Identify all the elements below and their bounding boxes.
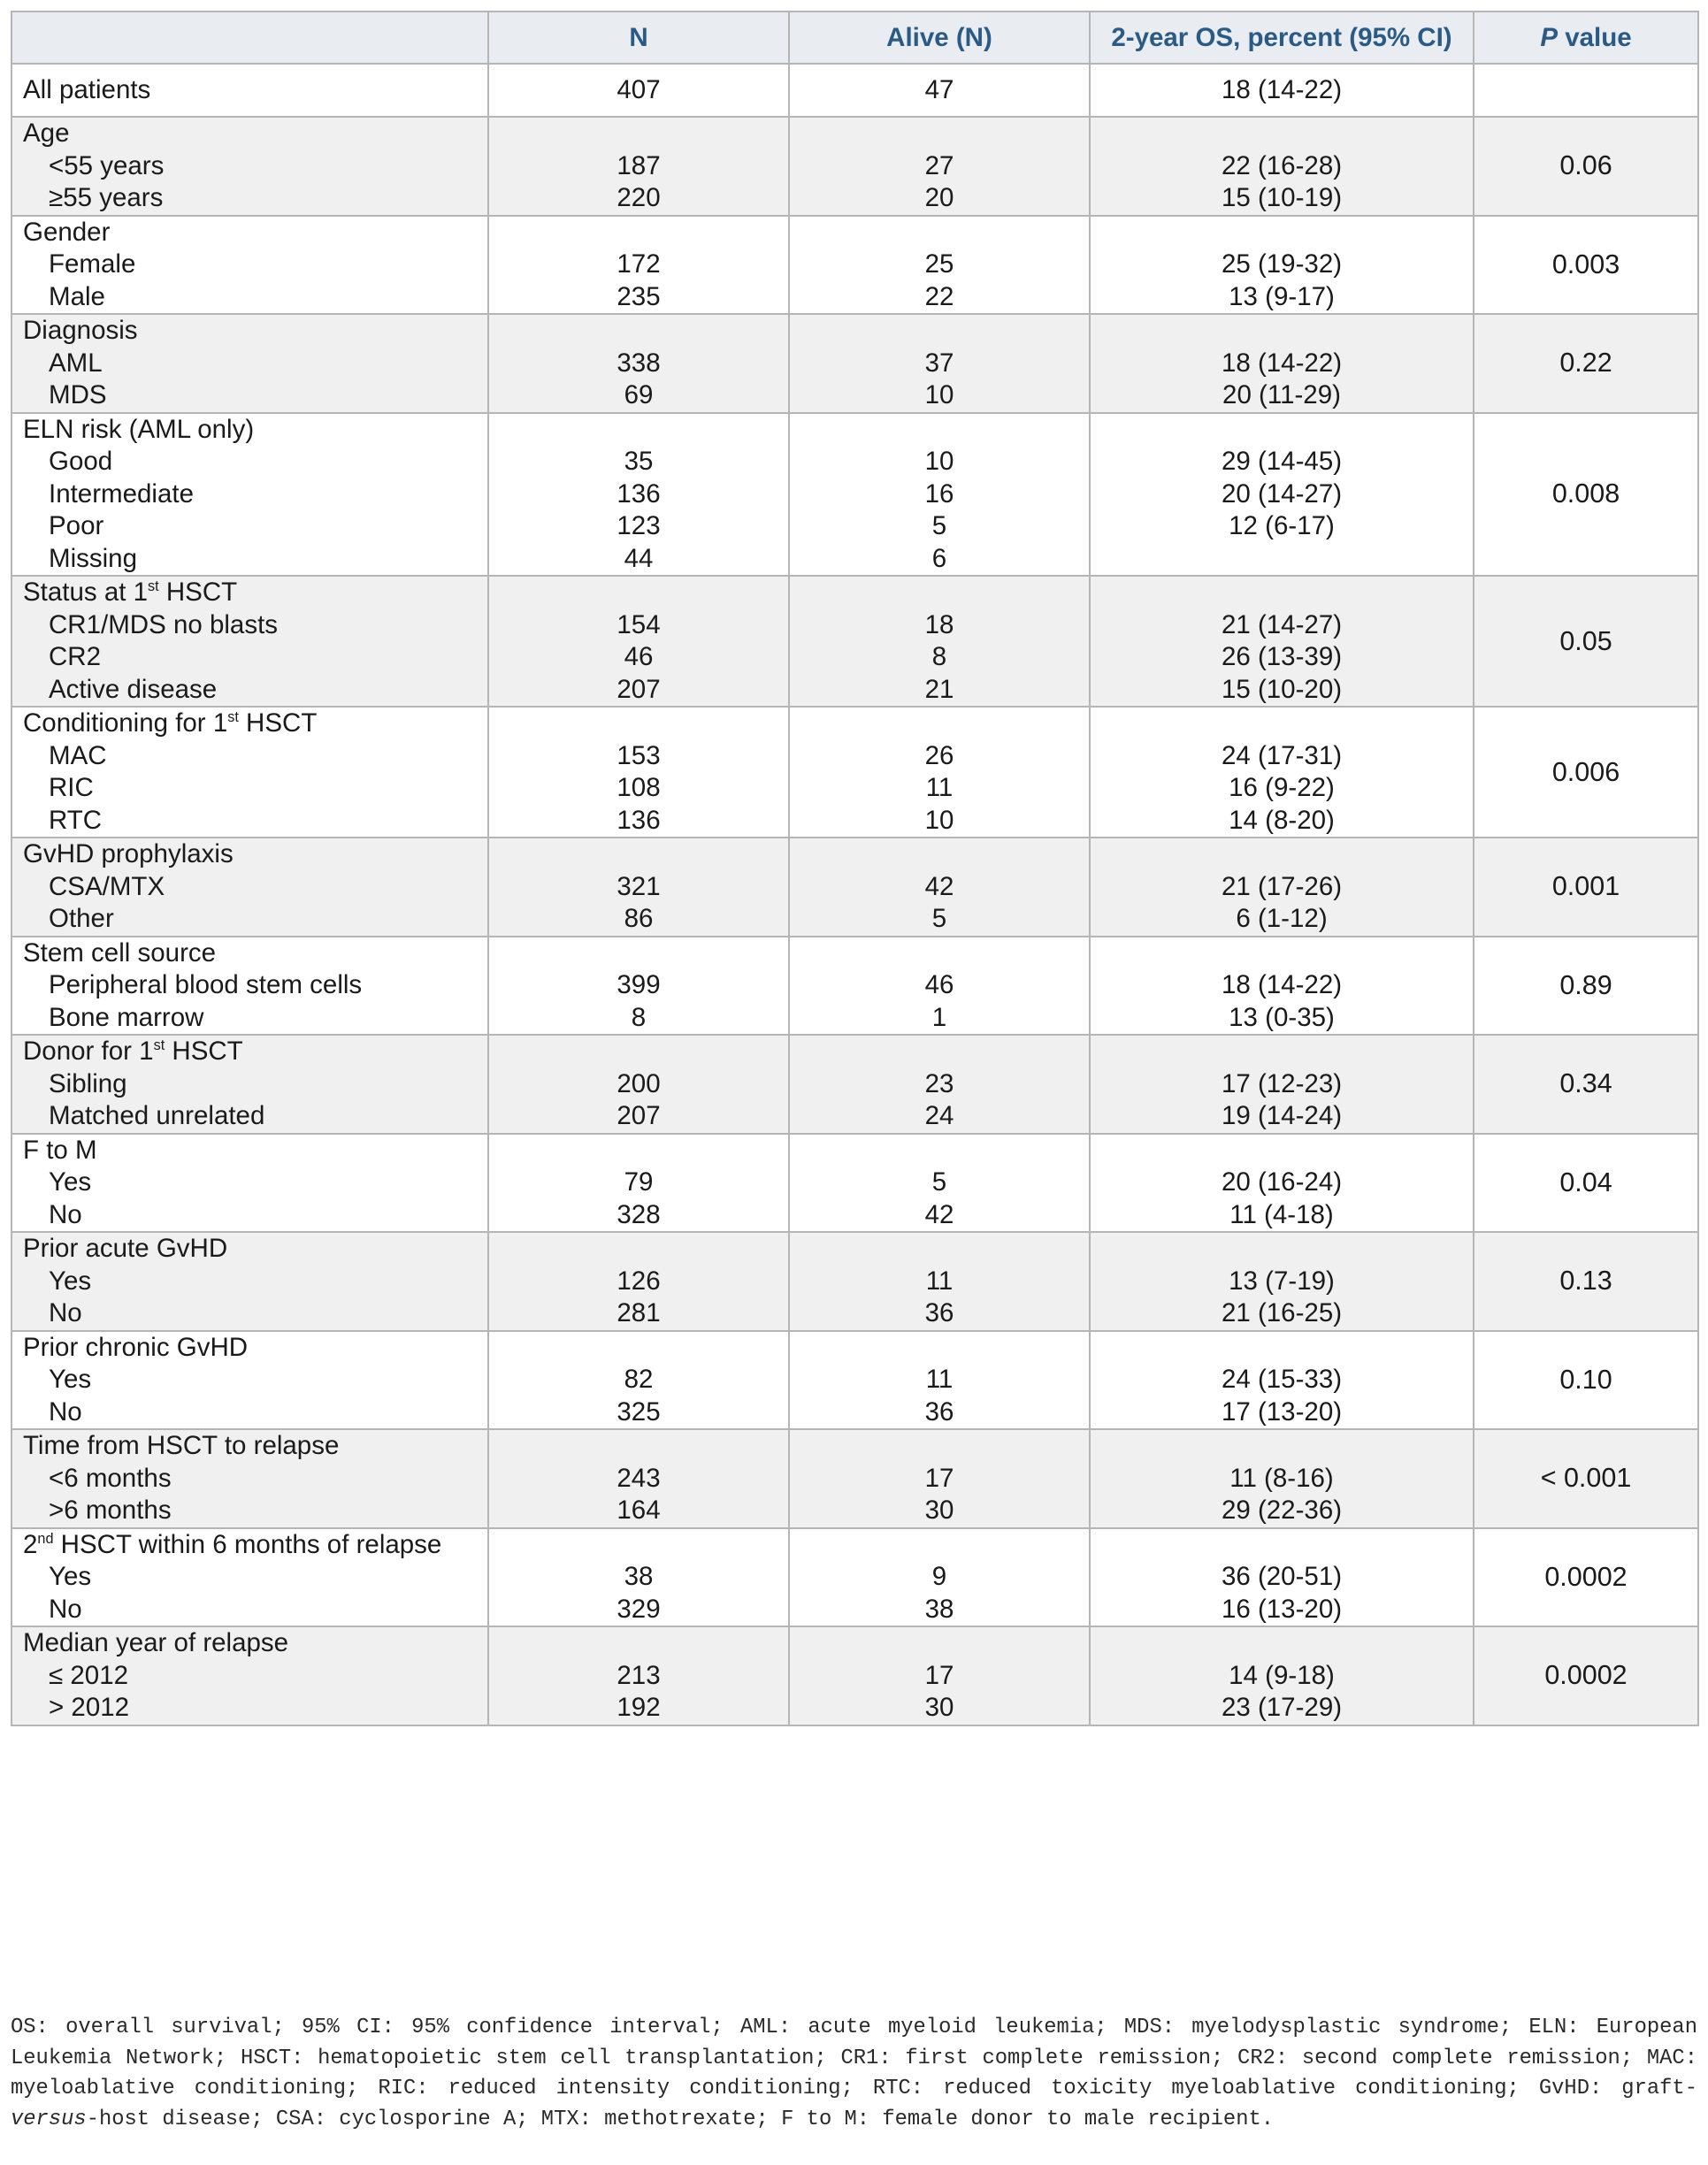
p-value-cell [1474,64,1698,117]
os-cell-value: 24 (15-33) [1221,1365,1343,1394]
alive-cell-value: 42 [924,1199,954,1229]
group-title: Donor for 1st HSCT [23,1037,243,1066]
group-title: Age [23,119,70,148]
os-cell-value: 26 (13-39) [1221,642,1343,671]
subgroup-label: AML [49,348,103,378]
n-cell-value: 108 [617,773,661,802]
variable-cell [11,413,488,577]
os-cell-value: 29 (22-36) [1221,1496,1343,1525]
os-cell-value: 36 (20-51) [1221,1562,1343,1591]
alive-cell-value: 9 [931,1562,947,1591]
subgroup-label: Active disease [49,674,218,704]
n-cell-value: 213 [617,1660,661,1690]
alive-cell-value: 5 [931,1167,947,1197]
alive-cell-value: 11 [925,773,954,802]
n-cell-value: 200 [617,1068,661,1098]
group-title: ELN risk (AML only) [23,414,255,444]
alive-cell [789,1528,1090,1627]
os-cell-value: 16 (13-20) [1221,1594,1343,1624]
alive-cell-value: 10 [924,380,954,409]
p-value-cell: 0.006 [1474,707,1698,838]
alive-cell [789,216,1090,315]
os-cell-value: 21 (17-26) [1221,871,1343,901]
alive-cell [789,1232,1090,1331]
p-value-cell: 0.05 [1474,576,1698,707]
variable-cell [11,707,488,838]
n-cell-value: 154 [617,609,661,639]
subgroup-label: CR2 [49,642,102,671]
header-n: N [488,11,789,64]
alive-cell [789,413,1090,577]
table-header-row [11,11,1698,64]
n-cell [488,707,789,838]
p-value-cell: 0.13 [1474,1232,1698,1331]
subgroup-label: MAC [49,740,107,770]
subgroup-label: Good [49,447,113,476]
os-cell-value [1091,543,1473,576]
alive-cell [789,314,1090,413]
alive-cell [789,1626,1090,1725]
alive-cell-value: 27 [924,150,954,180]
group-title: F to M [23,1135,97,1165]
table-footnote [11,2013,1697,2135]
os-cell-value: 18 (14-22) [1221,348,1343,378]
p-value-cell: 0.0002 [1474,1528,1698,1627]
os-cell [1090,64,1474,117]
subgroup-label: Matched unrelated [49,1101,265,1130]
variable-cell [11,314,488,413]
alive-cell-value: 36 [924,1396,954,1427]
os-cell [1090,576,1474,707]
table-row [11,1232,1698,1331]
os-cell-value: 14 (8-20) [1229,805,1335,835]
alive-cell-value: 21 [924,674,954,704]
table-row [11,1626,1698,1725]
table-row [11,937,1698,1036]
table-row [11,117,1698,216]
header-p-value: P value [1474,11,1698,64]
n-cell [488,413,789,577]
os-cell [1090,1134,1474,1233]
group-title: Gender [23,217,111,247]
subgroup-label: <6 months [49,1463,172,1493]
subgroup-label: ≤ 2012 [49,1660,129,1690]
alive-cell [789,937,1090,1036]
subgroup-label: Bone marrow [49,1002,204,1032]
os-cell-value: 15 (10-19) [1221,183,1343,212]
p-value-cell: < 0.001 [1474,1429,1698,1528]
alive-cell [789,576,1090,707]
n-cell [488,1134,789,1233]
os-cell [1090,1232,1474,1331]
p-value-cell: 0.04 [1474,1134,1698,1233]
group-title: Diagnosis [23,316,138,345]
os-cell [1090,117,1474,216]
os-cell-value: 25 (19-32) [1221,249,1343,279]
p-value-cell: 0.10 [1474,1331,1698,1430]
footnote-text-1: OS: overall survival; 95% CI: 95% confidence interval; AML: acute myeloid leukemia; MDS: myelodysplastic syndrome; ELN: European Leukemia Network; HSCT: hematopoietic stem cell transplantation; CR1: first complete remission; CR2: second complete remission; MAC: myeloablative conditioning; RIC: reduced intensity conditioning; RTC: reduced toxicity myeloablative conditioning; GvHD: graft- [11,2016,1697,2101]
subgroup-label: No [49,1199,82,1229]
os-cell-value: 18 (14-22) [1221,970,1343,999]
subgroup-label: CR1/MDS no blasts [49,609,279,639]
alive-cell-value: 20 [924,183,954,212]
alive-cell-value: 10 [924,447,954,476]
subgroup-label: <55 years [49,150,165,180]
alive-cell [789,707,1090,838]
os-cell-value: 20 (16-24) [1221,1167,1343,1197]
variable-cell [11,1331,488,1430]
table-row [11,216,1698,315]
alive-cell-value: 10 [924,805,954,835]
alive-cell [789,64,1090,117]
n-cell-value: 8 [631,1002,647,1032]
subgroup-label: Yes [49,1562,92,1591]
os-cell-value: 6 (1-12) [1236,904,1328,933]
table-body [11,64,1698,1725]
p-value-cell: 0.0002 [1474,1626,1698,1725]
table-row [11,707,1698,838]
alive-cell-value: 47 [924,74,954,104]
subgroup-label: Sibling [49,1068,127,1098]
alive-cell-value: 38 [924,1594,954,1624]
alive-cell-value: 26 [924,740,954,770]
group-title: 2nd HSCT within 6 months of relapse [23,1529,442,1559]
alive-cell-value: 30 [924,1693,954,1722]
os-cell [1090,1626,1474,1725]
alive-cell-value: 17 [924,1660,954,1690]
subgroup-label: Yes [49,1365,92,1394]
n-cell [488,1035,789,1134]
n-cell-value: 46 [624,642,654,671]
os-cell-value: 11 (8-16) [1229,1463,1334,1493]
n-cell [488,838,789,937]
n-cell-value: 329 [617,1594,661,1624]
n-cell-value: 69 [624,380,654,409]
subgroup-label: > 2012 [49,1693,130,1722]
alive-cell-value: 17 [924,1463,954,1493]
n-cell-value: 126 [617,1266,661,1296]
subgroup-label: No [49,1396,82,1427]
n-cell [488,1232,789,1331]
os-cell-value: 22 (16-28) [1221,150,1343,180]
os-cell-value: 20 (11-29) [1222,380,1341,409]
os-cell-value: 11 (4-18) [1229,1199,1334,1229]
group-title: Median year of relapse [23,1628,289,1657]
subgroup-label: Intermediate [49,478,194,509]
os-cell-value: 15 (10-20) [1221,674,1343,704]
os-cell-value: 19 (14-24) [1221,1101,1343,1130]
variable-cell [11,64,488,117]
header-os: 2-year OS, percent (95% CI) [1090,11,1474,64]
n-cell-value: 338 [617,348,661,378]
alive-cell-value: 6 [931,543,947,573]
header-variable [11,11,488,64]
os-cell-value: 17 (12-23) [1221,1068,1343,1098]
alive-cell-value: 16 [924,478,954,509]
n-cell-value: 281 [617,1298,661,1327]
alive-cell-value: 23 [924,1068,954,1098]
p-value-cell: 0.008 [1474,413,1698,577]
variable-cell [11,576,488,707]
n-cell [488,937,789,1036]
n-cell-value: 328 [617,1199,661,1229]
n-cell-value: 82 [624,1365,654,1394]
os-cell-value: 17 (13-20) [1221,1396,1343,1427]
table-row [11,413,1698,577]
n-cell-value: 207 [617,674,661,704]
alive-cell-value: 11 [925,1365,954,1394]
n-cell [488,1331,789,1430]
n-cell-value: 35 [624,447,654,476]
n-cell [488,576,789,707]
group-title: Stem cell source [23,937,217,968]
os-cell-value: 24 (17-31) [1221,740,1343,770]
table-row [11,838,1698,937]
subgroup-label: Yes [49,1167,92,1197]
variable-cell [11,1429,488,1528]
variable-cell [11,937,488,1036]
n-cell-value: 136 [617,805,661,835]
alive-cell [789,1134,1090,1233]
group-title: Prior acute GvHD [23,1234,228,1263]
alive-cell-value: 1 [931,1002,947,1032]
group-title: Conditioning for 1st HSCT [23,708,318,738]
n-cell-value: 220 [617,183,661,212]
variable-cell [11,117,488,216]
subgroup-label: No [49,1594,82,1624]
table-row [11,64,1698,117]
subgroup-label: No [49,1298,82,1327]
os-cell-value: 12 (6-17) [1229,511,1335,540]
n-cell-value: 187 [617,150,661,180]
table-row [11,576,1698,707]
subgroup-label: Poor [49,511,104,540]
p-value-cell: 0.22 [1474,314,1698,413]
os-cell-value: 23 (17-29) [1221,1693,1343,1722]
alive-cell-value: 11 [925,1266,954,1296]
survival-table [11,11,1699,1726]
table-row [11,1331,1698,1430]
alive-cell [789,1331,1090,1430]
subgroup-label: RTC [49,805,103,835]
n-cell-value: 399 [617,970,661,999]
alive-cell-value: 25 [924,249,954,279]
alive-cell [789,1429,1090,1528]
footnote-text-2: -host disease; CSA: cyclosporine A; MTX: methotrexate; F to M: female donor to male recipient. [86,2107,1275,2131]
os-cell-value: 21 (14-27) [1221,609,1343,639]
os-cell [1090,838,1474,937]
variable-cell [11,1232,488,1331]
n-cell-value: 123 [617,511,661,540]
alive-cell-value: 24 [924,1101,954,1130]
os-cell-value: 29 (14-45) [1221,447,1343,476]
alive-cell-value: 8 [931,642,947,671]
subgroup-label: Male [49,281,105,311]
n-cell-value: 407 [617,74,661,104]
table-row [11,314,1698,413]
os-cell-value: 16 (9-22) [1229,773,1335,802]
n-cell [488,1528,789,1627]
os-cell-value: 20 (14-27) [1221,478,1343,509]
footnote-italic: versus [11,2107,87,2131]
n-cell-value: 153 [617,740,661,770]
group-title: Prior chronic GvHD [23,1332,249,1362]
n-cell-value: 207 [617,1101,661,1130]
subgroup-label: Female [49,249,136,279]
n-cell-value: 79 [624,1167,654,1197]
n-cell [488,1429,789,1528]
subgroup-label: >6 months [49,1496,172,1525]
subgroup-label: ≥55 years [49,183,164,212]
os-cell-value: 13 (0-35) [1229,1002,1335,1032]
n-cell-value: 38 [624,1562,654,1591]
alive-cell-value: 5 [931,904,947,933]
subgroup-label: Peripheral blood stem cells [49,970,363,999]
alive-cell [789,117,1090,216]
n-cell-value: 136 [617,478,661,509]
subgroup-label: MDS [49,380,107,409]
variable-cell [11,1134,488,1233]
table-row [11,1035,1698,1134]
alive-cell-value: 22 [924,281,954,311]
os-cell-value: 13 (9-17) [1229,281,1335,311]
n-cell [488,64,789,117]
alive-cell-value: 30 [924,1496,954,1525]
os-cell [1090,707,1474,838]
n-cell [488,216,789,315]
group-title: All patients [23,74,151,104]
p-value-cell: 0.89 [1474,937,1698,1036]
group-title: Status at 1st HSCT [23,578,238,607]
subgroup-label: Yes [49,1266,92,1296]
p-value-cell: 0.003 [1474,216,1698,315]
variable-cell [11,1626,488,1725]
n-cell-value: 243 [617,1463,661,1493]
os-cell [1090,1035,1474,1134]
alive-cell-value: 36 [924,1298,954,1327]
os-cell [1090,937,1474,1036]
alive-cell-value: 5 [931,511,947,540]
alive-cell-value: 42 [924,871,954,901]
alive-cell-value: 46 [924,970,954,999]
variable-cell [11,1035,488,1134]
os-cell [1090,216,1474,315]
group-title: GvHD prophylaxis [23,839,234,868]
n-cell-value: 86 [624,904,654,933]
os-cell-value: 14 (9-18) [1229,1660,1335,1690]
n-cell-value: 325 [617,1396,661,1427]
n-cell-value: 235 [617,281,661,311]
subgroup-label: Missing [49,543,137,573]
n-cell [488,1626,789,1725]
variable-cell [11,838,488,937]
n-cell-value: 164 [617,1496,661,1525]
alive-cell [789,838,1090,937]
os-cell [1090,314,1474,413]
subgroup-label: RIC [49,773,94,802]
subgroup-label: Other [49,904,114,933]
p-value-cell: 0.06 [1474,117,1698,216]
os-cell [1090,1331,1474,1430]
n-cell [488,314,789,413]
header-alive: Alive (N) [789,11,1090,64]
os-cell-value: 18 (14-22) [1221,74,1343,104]
n-cell-value: 44 [624,543,654,573]
variable-cell [11,216,488,315]
p-value-cell: 0.34 [1474,1035,1698,1134]
table-row [11,1429,1698,1528]
table-row [11,1134,1698,1233]
n-cell [488,117,789,216]
variable-cell [11,1528,488,1627]
alive-cell-value: 37 [924,348,954,378]
group-title: Time from HSCT to relapse [23,1431,340,1460]
os-cell-value: 21 (16-25) [1221,1298,1343,1327]
subgroup-label: CSA/MTX [49,871,165,901]
os-cell [1090,1429,1474,1528]
table-row [11,1528,1698,1627]
n-cell-value: 172 [617,249,661,279]
n-cell-value: 192 [617,1693,661,1722]
alive-cell [789,1035,1090,1134]
survival-table-container [11,11,1697,1726]
os-cell [1090,413,1474,577]
os-cell [1090,1528,1474,1627]
p-value-cell: 0.001 [1474,838,1698,937]
os-cell-value: 13 (7-19) [1229,1266,1335,1296]
alive-cell-value: 18 [924,609,954,639]
n-cell-value: 321 [617,871,661,901]
